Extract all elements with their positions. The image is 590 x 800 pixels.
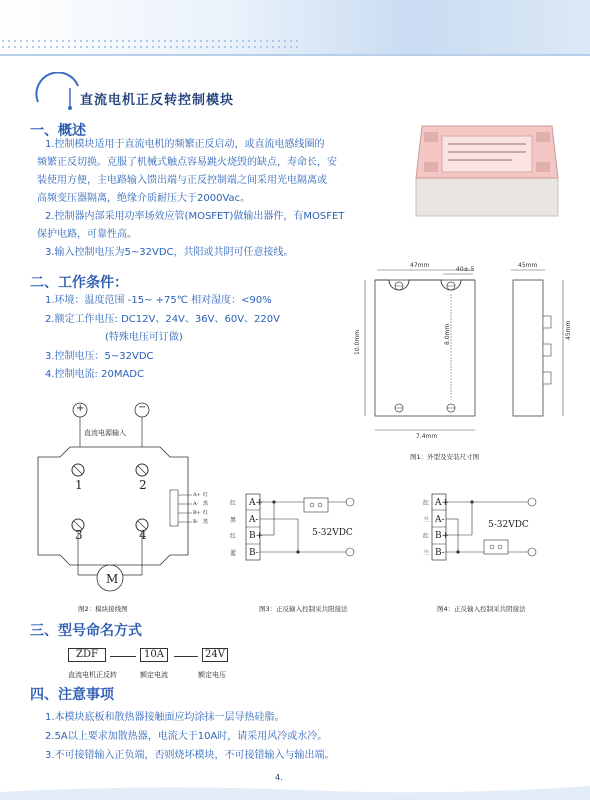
naming-label-current: 额定电流 <box>140 671 168 679</box>
module-photo <box>412 120 562 220</box>
condition-item: (特殊电压可订做) <box>105 332 183 343</box>
note-item: 3.不可接错输入正负端，否则烧坏模块，不可接错输入与输出端。 <box>45 750 335 761</box>
pin-label: A+ <box>249 498 264 508</box>
minus-symbol: − <box>138 402 147 413</box>
overview-line: 2.控制器内部采用功率场效应管(MOSFET)做输出器件，有MOSFET <box>45 211 345 222</box>
section-notes-heading: 四、注意事项 <box>30 687 114 703</box>
side-pin: A+ <box>193 492 201 498</box>
overview-text <box>37 136 405 262</box>
banner-dots <box>0 38 300 48</box>
condition-item: 3.控制电压：5~32VDC <box>45 350 154 362</box>
fig4-caption: 图4：正反输入控制采共阴接法 <box>437 605 526 613</box>
overview-line: 高频变压器隔离，绝缘介质耐压大于2000Vac。 <box>37 193 251 204</box>
fig4-pins <box>435 495 449 561</box>
side-pin: B+ <box>193 510 201 516</box>
dim-height-left: 10.0mm <box>354 329 361 355</box>
section-overview-heading: 一、概述 <box>30 123 86 139</box>
wire-color: 红 <box>230 500 237 507</box>
overview-line: 1.控制模块适用于直流电机的频繁正反启动，或直流电感线圈的 <box>45 139 325 150</box>
plus-symbol: + <box>76 403 85 414</box>
dim-height-mid: 8.0mm <box>444 323 451 345</box>
wire-color: 红 <box>423 500 430 507</box>
side-pin: B- <box>193 519 199 525</box>
pin-label: B- <box>435 547 445 558</box>
naming-label-voltage: 额定电压 <box>198 671 226 679</box>
condition-item: 1.环境：温度范围 -15~ +75℃ 相对湿度：<90% <box>45 295 272 306</box>
fig4-voltage: 5-32VDC <box>488 520 529 530</box>
module-wiring-diagram <box>30 395 220 600</box>
condition-item: 4.控制电流: 20MADC <box>45 369 144 380</box>
fig3-pins <box>249 495 263 561</box>
banner-line <box>0 54 590 56</box>
condition-item: 2.额定工作电压: DC12V、24V、36V、60V、220V <box>45 313 280 325</box>
side-color: 红 <box>203 492 209 498</box>
overview-line: 装使用方便，主电路输入馈出端与正反控制端之间采用光电隔离或 <box>37 175 327 186</box>
motor-label: M <box>106 572 119 586</box>
pin-label: B+ <box>435 531 450 541</box>
side-color: 黑 <box>203 501 209 507</box>
dim-top-right: 40±.5 <box>456 266 475 273</box>
naming-dash <box>110 656 136 657</box>
wire-color: 蓝 <box>230 549 237 557</box>
dimension-drawing <box>355 258 580 453</box>
naming-box-current: 10A <box>140 648 168 662</box>
footer-wave <box>0 780 590 800</box>
fig3-wire-colors <box>230 496 236 562</box>
supply-label: 直流电源输入 <box>84 429 126 437</box>
dim-side-width: 45mm <box>518 262 538 269</box>
side-pin-labels <box>193 491 201 527</box>
note-item: 1.本模块底板和散热器接触面应均涂抹一层导热硅脂。 <box>45 712 285 723</box>
side-color: 红 <box>203 510 209 516</box>
wire-color: 红 <box>230 533 237 540</box>
wire-color: 兰 <box>423 549 430 557</box>
overview-line: 保护电路，可靠性高。 <box>37 229 137 240</box>
wire-color: 兰 <box>423 516 430 524</box>
conditions-list <box>45 292 365 385</box>
pin-label: A- <box>435 514 445 525</box>
dim-bottom: 7.4mm <box>416 433 438 440</box>
dim-top-width: 47mm <box>410 262 430 269</box>
fig4-wire-colors <box>423 496 429 562</box>
note-item: 2.5A以上要求加散热器，电流大于10A时，请采用风冷或水冷。 <box>45 731 328 742</box>
naming-dash <box>174 656 198 657</box>
wire-color: 红 <box>423 533 430 540</box>
fig1-caption: 图1：外型及安装尺寸图 <box>410 453 480 461</box>
wire-color: 黑 <box>230 516 237 524</box>
terminal-3: 3 <box>75 528 83 542</box>
dim-right-height: 45mm <box>565 320 572 340</box>
section-naming-heading: 三、型号命名方式 <box>30 623 142 639</box>
page-number: 4. <box>275 773 283 782</box>
overview-line: 3.输入控制电压为5~32VDC，共阳或共阴可任意接线。 <box>45 247 294 258</box>
side-color: 黑 <box>203 519 209 525</box>
terminal-4: 4 <box>139 528 147 542</box>
pin-label: B- <box>249 547 259 558</box>
overview-line: 频繁正反切换。克服了机械式触点容易跳火烧毁的缺点，寿命长，安 <box>37 157 337 168</box>
side-pin: A- <box>193 501 199 507</box>
pin-label: B+ <box>249 531 264 541</box>
naming-box-voltage: 24V <box>202 648 228 662</box>
fig3-voltage: 5-32VDC <box>312 528 353 538</box>
notes-list <box>45 708 465 765</box>
naming-label-model: 直流电机正反转 <box>68 671 117 679</box>
fig3-caption: 图3：正反输入控制采共阳接法 <box>259 605 348 613</box>
terminal-1: 1 <box>75 478 83 492</box>
section-conditions-heading: 二、工作条件： <box>30 275 128 291</box>
page-title: 直流电机正反转控制模块 <box>80 93 235 108</box>
pin-label: A- <box>249 514 259 525</box>
terminal-2: 2 <box>139 478 147 492</box>
fig2-caption: 图2：模块接线图 <box>78 605 128 613</box>
side-color-labels <box>203 491 208 527</box>
pin-label: A+ <box>435 498 450 508</box>
naming-box-model: ZDF <box>68 648 106 662</box>
